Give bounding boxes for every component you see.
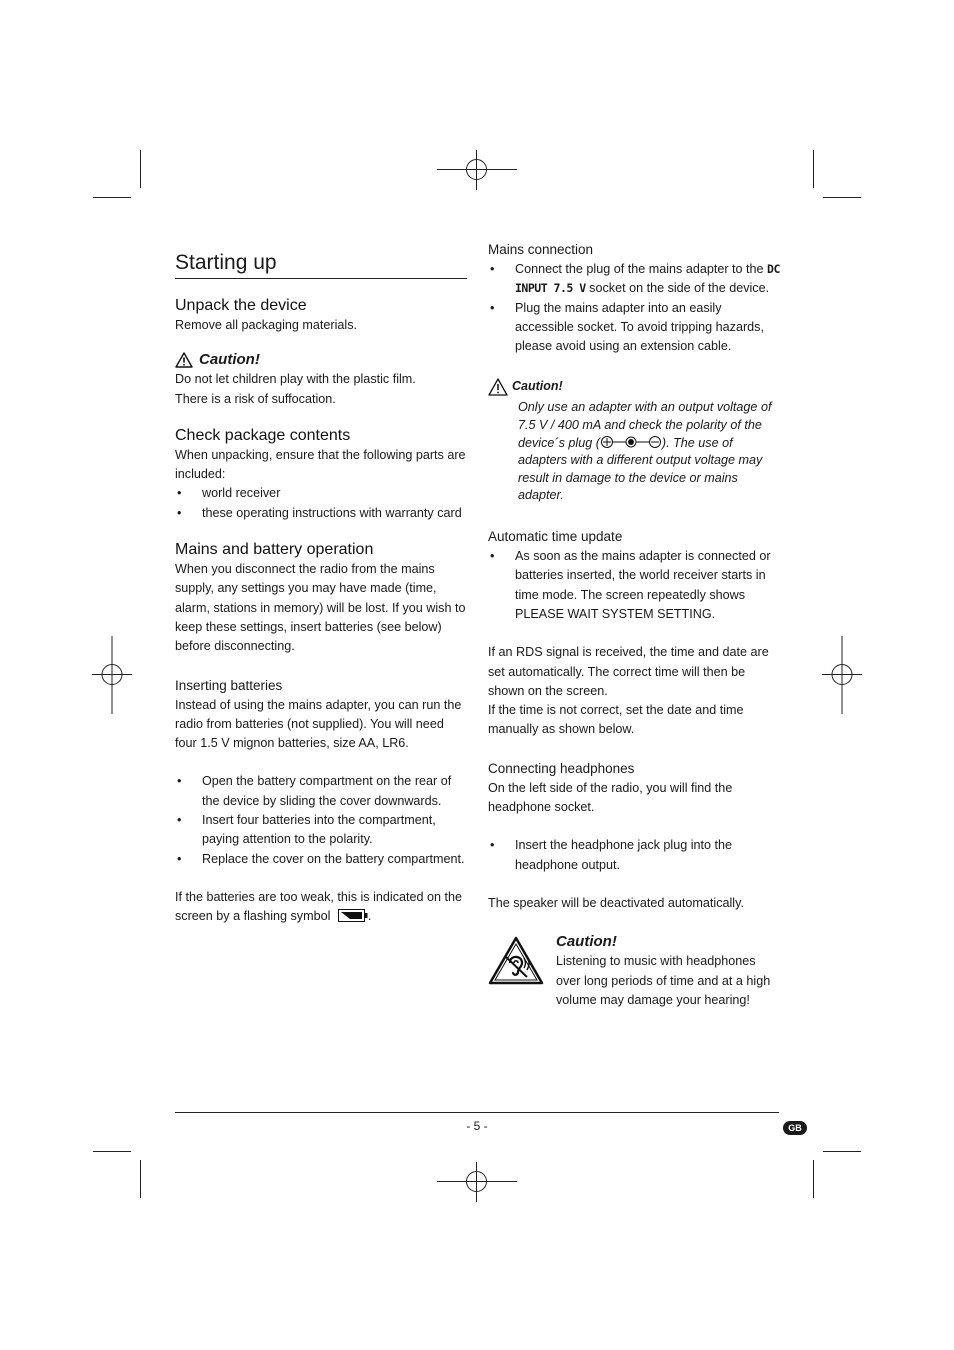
text-unpack: Remove all packaging materials. — [175, 318, 357, 332]
heading-check: Check package contents — [175, 426, 351, 444]
list-headphones — [488, 836, 783, 875]
text-mains-battery: When you disconnect the radio from the mains supply, any settings you may have made (time, alarm, stations in memory) will be lost. If you wish to keep these settings, insert batteries (see below) before disconnecting. — [175, 562, 466, 654]
left-column — [175, 250, 467, 927]
heading-inserting: Inserting batteries — [175, 677, 283, 693]
section-auto-time — [488, 527, 783, 740]
registration-mark-right — [822, 636, 862, 714]
list-item: • Open the battery compartment on the rear of the device by sliding the cover downwards. — [175, 772, 467, 811]
list-item: • Connect the plug of the mains adapter to the DC INPUT 7.5 V socket on the side of the device. — [488, 260, 783, 299]
list-item: • these operating instructions with warranty card — [175, 504, 467, 523]
heading-auto-time: Automatic time update — [488, 529, 623, 545]
list-item: • Replace the cover on the battery compartment. — [175, 850, 467, 869]
registration-mark-top — [437, 150, 517, 190]
registration-mark-left — [92, 636, 132, 714]
section-headphones — [488, 759, 783, 913]
text-rds-2: If the time is not correct, set the date and time manually as shown below. — [488, 703, 744, 737]
warning-triangle-icon — [175, 352, 193, 368]
caution-text-2: Only use an adapter with an output voltage of 7.5 V / 400 mA and check the polarity of the device´s plug ( ). The use of adapters with a different output voltage may result in damage to the device or mains adapter. — [518, 400, 772, 503]
caution-text-1a: Do not let children play with the plastic film. — [175, 372, 416, 387]
heading-unpack: Unpack the device — [175, 297, 307, 314]
list-item: • world receiver — [175, 484, 467, 503]
caution-label-3: Caution! — [556, 933, 617, 951]
text-inserting: Instead of using the mains adapter, you can run the radio from batteries (not supplied). You will need four 1.5 V mignon batteries, size AA, LR6. — [175, 697, 462, 751]
section-inserting — [175, 676, 467, 927]
list-item: • Insert the headphone jack plug into the headphone output. — [488, 836, 783, 875]
battery-icon — [338, 909, 368, 922]
polarity-symbol-icon — [600, 435, 662, 449]
text-weak-battery: If the batteries are too weak, this is indicated on the screen by a flashing symbol . — [175, 889, 463, 924]
caution-box-1 — [175, 350, 467, 409]
caution-text-3: Listening to music with headphones over long periods of time and at a high volume may damage your hearing! — [556, 954, 771, 1007]
right-column — [488, 240, 783, 1010]
dc-input-label: DC INPUT 7.5 V — [515, 262, 780, 296]
caution-label-1: Caution! — [199, 351, 260, 369]
list-item: • Plug the mains adapter into an easily accessible socket. To avoid tripping hazards, please avoid using an extension cable. — [488, 299, 783, 357]
list-item: • Insert four batteries into the compartment, paying attention to the polarity. — [175, 811, 467, 850]
hearing-damage-warning-icon — [488, 936, 544, 986]
footer-divider — [175, 1112, 779, 1113]
list-item: • As soon as the mains adapter is connected or batteries inserted, the world receiver starts in time mode. The screen repeatedly shows PLEASE WAIT SYSTEM SETTING. — [488, 547, 783, 624]
caution-label-2: Caution! — [512, 379, 563, 394]
display-text: PLEASE WAIT SYSTEM SETTING — [515, 606, 712, 621]
heading-mains-battery: Mains and battery operation — [175, 541, 374, 559]
language-badge: GB — [783, 1121, 807, 1135]
text-speaker: The speaker will be deactivated automatically. — [488, 895, 744, 910]
text-rds-1: If an RDS signal is received, the time and date are set automatically. The correct time will then be shown on the screen. — [488, 645, 769, 698]
registration-mark-bottom — [437, 1162, 517, 1202]
text-headphones: On the left side of the radio, you will find the headphone socket. — [488, 780, 733, 815]
page-title: Starting up — [175, 250, 467, 279]
list-mains-connection — [488, 260, 783, 356]
warning-triangle-icon — [488, 378, 508, 396]
list-auto-time — [488, 547, 783, 624]
caution-box-3 — [488, 932, 783, 1010]
page-number: - 5 - — [466, 1119, 488, 1133]
section-mains-connection — [488, 240, 783, 356]
list-inserting — [175, 772, 467, 868]
list-check — [175, 484, 467, 523]
heading-mains-connection: Mains connection — [488, 242, 594, 257]
heading-headphones: Connecting headphones — [488, 760, 635, 776]
caution-box-2 — [488, 374, 783, 505]
section-mains-battery — [175, 540, 467, 656]
caution-text-1b: There is a risk of suffocation. — [175, 391, 336, 406]
section-unpack — [175, 296, 467, 335]
text-check: When unpacking, ensure that the following parts are included: — [175, 447, 466, 482]
section-check — [175, 426, 467, 523]
